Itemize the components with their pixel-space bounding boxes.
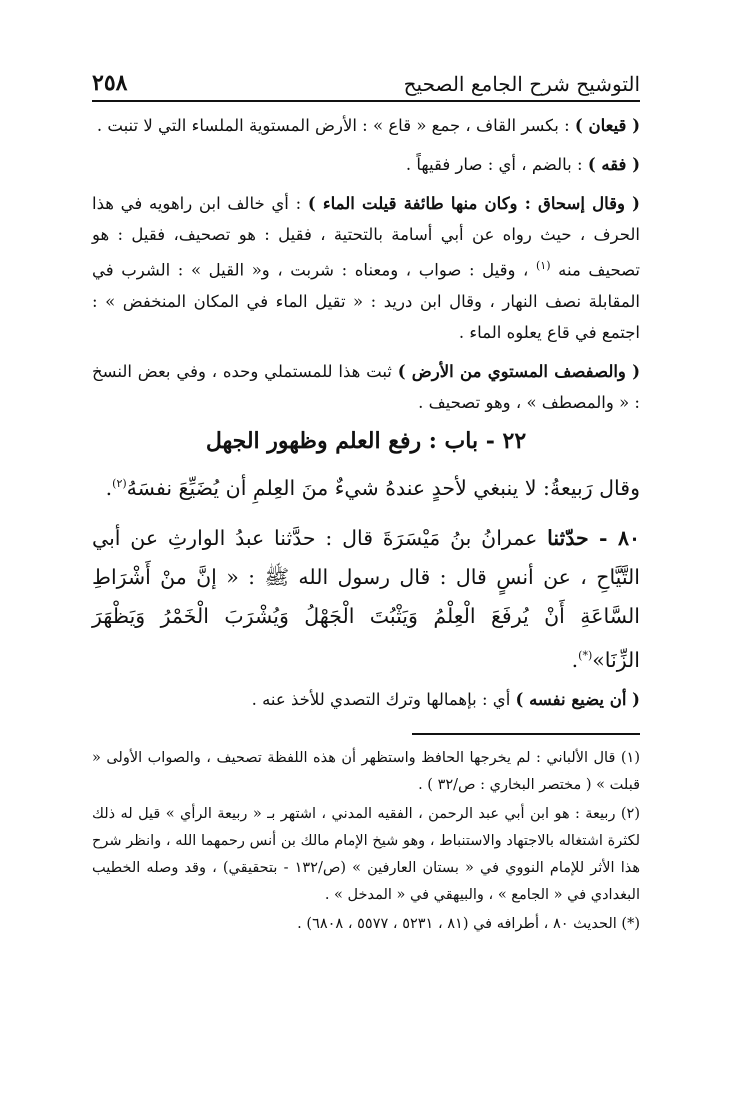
commentary-paragraph (92, 149, 640, 180)
commentary-paragraph (92, 110, 640, 141)
commentary-text: ثبت هذا للمستملي وحده ، وفي بعض النسخ : « والمصطف » ، وهو تصحيف . (92, 361, 640, 412)
footnote-marker: (١) (536, 259, 551, 272)
running-title: التوشيح شرح الجامع الصحيح (403, 72, 640, 96)
footnote: (١) قال الألباني : لم يخرجها الحافظ واستظهر أن هذه اللفظة تصحيف ، والصواب الأولى « قبلت » ( مختصر البخاري : ص/٣٢ ) . (92, 750, 640, 794)
lemma: ( وقال إسحاق : وكان منها طائفة قيلت الماء ) (307, 194, 640, 213)
footnote-marker: (٢) (112, 476, 127, 490)
commentary-text: : بكسر القاف ، جمع « قاع » : الأرض المستوية الملساء التي لا تنبت . (96, 116, 575, 135)
lemma: ( والصفصف المستوي من الأرض ) (397, 361, 641, 381)
commentary-text: : بالضم ، أي : صار فقيهاً . (405, 155, 588, 174)
footnote-separator (412, 733, 640, 735)
quote-end: . (105, 475, 113, 500)
commentary-text: أي : بإهمالها وترك التصدي للأخذ عنه . (251, 690, 516, 710)
hadith-end: . (571, 648, 579, 673)
main-text (92, 110, 640, 715)
footnotes (92, 745, 640, 938)
commentary-paragraph (92, 356, 640, 418)
lemma: ( قيعان ) (574, 116, 640, 135)
commentary-paragraph (92, 188, 640, 348)
chapter-heading: ٢٢ - باب : رفع العلم وظهور الجهل (205, 427, 527, 454)
page-number: ٢٥٨ (92, 70, 128, 96)
athar-quote (92, 464, 640, 508)
lemma: ( فقه ) (587, 155, 640, 174)
hadith-number: ٨٠ - حدّثنا (547, 526, 640, 551)
commentary-text: ، وقيل : صواب ، ومعناه : شربت ، و« القيل » : الشرب في المقابلة نصف النهار ، وقال ابن دريد : « تقيل الماء في المكان المنخفض » : اجتمع في قاع يعلوه الماء . (92, 260, 640, 342)
footnote-marker: (*) (578, 649, 593, 663)
running-header (92, 52, 640, 102)
commentary-text: : أي خالف ابن راهويه في هذا الحرف ، حيث رواه عن أبي أسامة بالتحتية ، فقيل : هو تصحيف، فقيل : هو تصحيف منه (92, 194, 640, 280)
lemma: ( أن يضيع نفسه ) (515, 690, 640, 710)
hadith-text (92, 519, 640, 680)
commentary-paragraph (92, 684, 640, 715)
footnote: (٢) ربيعة : هو ابن أبي عبد الرحمن ، الفقيه المدني ، اشتهر بـ « ربيعة الرأي » قيل له ذلك لكثرة اشتغاله بالاجتهاد والاستنباط ، وهو شيخ الإمام مالك بن أنس رحمهما الله ، وانظر شرح هذا الأثر للإمام النووي في « بستان العارفين » (ص/١٣٢ - بتحقيقي) ، وقد وصله الخطيب البغدادي في « الجامع » ، والبيهقي في « المدخل » . (92, 806, 640, 904)
quote-text: وقال رَبيعةُ: لا ينبغي لأحدٍ عندهُ شيءٌ منَ العِلمِ أن يُضَيِّعَ نفسَهُ (126, 475, 640, 500)
hadith-body: عمرانُ بنُ مَيْسَرَةَ قال : حدَّثنا عبدُ الوارثِ عن أبي التَّيَّاحِ ، عن أنسٍ قال : قال رسول الله ﷺ : « إنَّ منْ أَشْرَاطِ السَّاعَةِ أَنْ يُرفَعَ الْعِلْمُ وَيَثْبُتَ الْجَهْلُ وَيُشْرَبَ الْخَمْرُ وَيَظْهَرَ الزِّنَا» (92, 526, 640, 673)
footnote: (*) الحديث ٨٠ ، أطرافه في (٨١ ، ٥٢٣١ ، ٥٥٧٧ ، ٦٨٠٨) . (297, 916, 640, 933)
book-page (92, 52, 640, 940)
